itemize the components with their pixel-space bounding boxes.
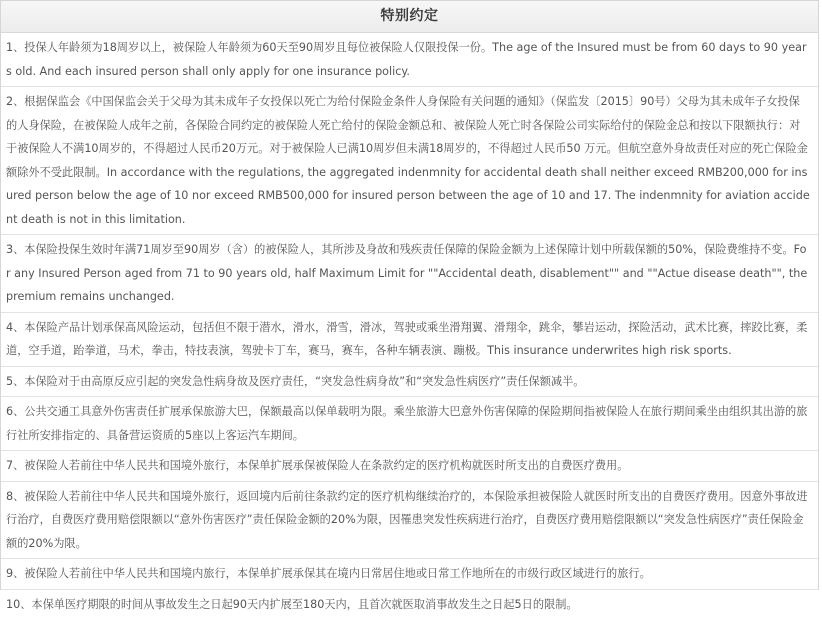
clause-list (1, 33, 818, 619)
clause-item: 10、本保单医疗期限的时间从事故发生之日起90天内扩展至180天内，且首次就医取消事故发生之日起5日的限制。 (1, 590, 818, 619)
clause-item: 1、投保人年龄须为18周岁以上，被保险人年龄须为60天至90周岁且每位被保险人仅限投保一份。The age of the Insured must be from 60 days to 90 years old. And each insured person shall only apply for one insurance policy. (1, 33, 818, 87)
clause-item: 9、被保险人若前往中华人民共和国境内旅行，本保单扩展承保其在境内日常居住地或日常工作地所在的市级行政区域进行的旅行。 (1, 559, 818, 590)
clause-item: 6、公共交通工具意外伤害责任扩展承保旅游大巴，保额最高以保单载明为限。乘坐旅游大巴意外伤害保障的保险期间指被保险人在旅行期间乘坐由组织其出游的旅行社所安排指定的、具备营运资质的5座以上客运汽车期间。 (1, 397, 818, 451)
clause-item: 4、本保险产品计划承保高风险运动，包括但不限于潜水，滑水，滑雪，滑冰，驾驶或乘坐滑翔翼、滑翔伞，跳伞，攀岩运动，探险活动，武术比赛，摔跤比赛，柔道，空手道，跆拳道，马术，拳击，特技表演，驾驶卡丁车，赛马，赛车，各种车辆表演、蹦极。This insurance underwrites high risk sports. (1, 313, 818, 367)
panel-title: 特别约定 (1, 1, 818, 33)
clause-item: 5、本保险对于由高原反应引起的突发急性病身故及医疗责任，“突发急性病身故”和“突发急性病医疗”责任保额减半。 (1, 367, 818, 398)
clause-item: 8、被保险人若前往中华人民共和国境外旅行，返回境内后前往条款约定的医疗机构继续治疗的，本保险承担被保险人就医时所支出的自费医疗费用。因意外事故进行治疗，自费医疗费用赔偿限额以“意外伤害医疗”责任保险金额的20%为限，因罹患突发性疾病进行治疗，自费医疗费用赔偿限额以“突发急性病医疗”责任保险金额的20%为限。 (1, 482, 818, 560)
clause-item: 3、本保险投保生效时年满71周岁至90周岁（含）的被保险人，其所涉及身故和残疾责任保障的保险金额为上述保障计划中所载保额的50%，保险费维持不变。For any Insured Person aged from 71 to 90 years old, half Maximum Limit for ""Accidental death, disablement"" and ""Actue disease death"", the premium remains unchanged. (1, 235, 818, 313)
clause-item: 2、根据保监会《中国保监会关于父母为其未成年子女投保以死亡为给付保险金条件人身保险有关问题的通知》（保监发〔2015〕90号）父母为其未成年子女投保的人身保险，在被保险人成年之前，各保险合同约定的被保险人死亡给付的保险金额总和、被保险人死亡时各保险公司实际给付的保险金总和按以下限额执行：对于被保险人不满10周岁的，不得超过人民币20万元。对于被保险人已满10周岁但未满18周岁的，不得超过人民币50 万元。但航空意外身故责任对应的死亡保险金额除外不受此限制。In accordance with the regulations, the aggregated indenmnity for accidental death shall neither exceed RMB200,000 for insured person below the age of 10 nor exceed RMB500,000 for insured person between the age of 10 and 17. The indenmnity for aviation accident death is not in this limitation. (1, 87, 818, 235)
clause-item: 7、被保险人若前往中华人民共和国境外旅行，本保单扩展承保被保险人在条款约定的医疗机构就医时所支出的自费医疗费用。 (1, 451, 818, 482)
